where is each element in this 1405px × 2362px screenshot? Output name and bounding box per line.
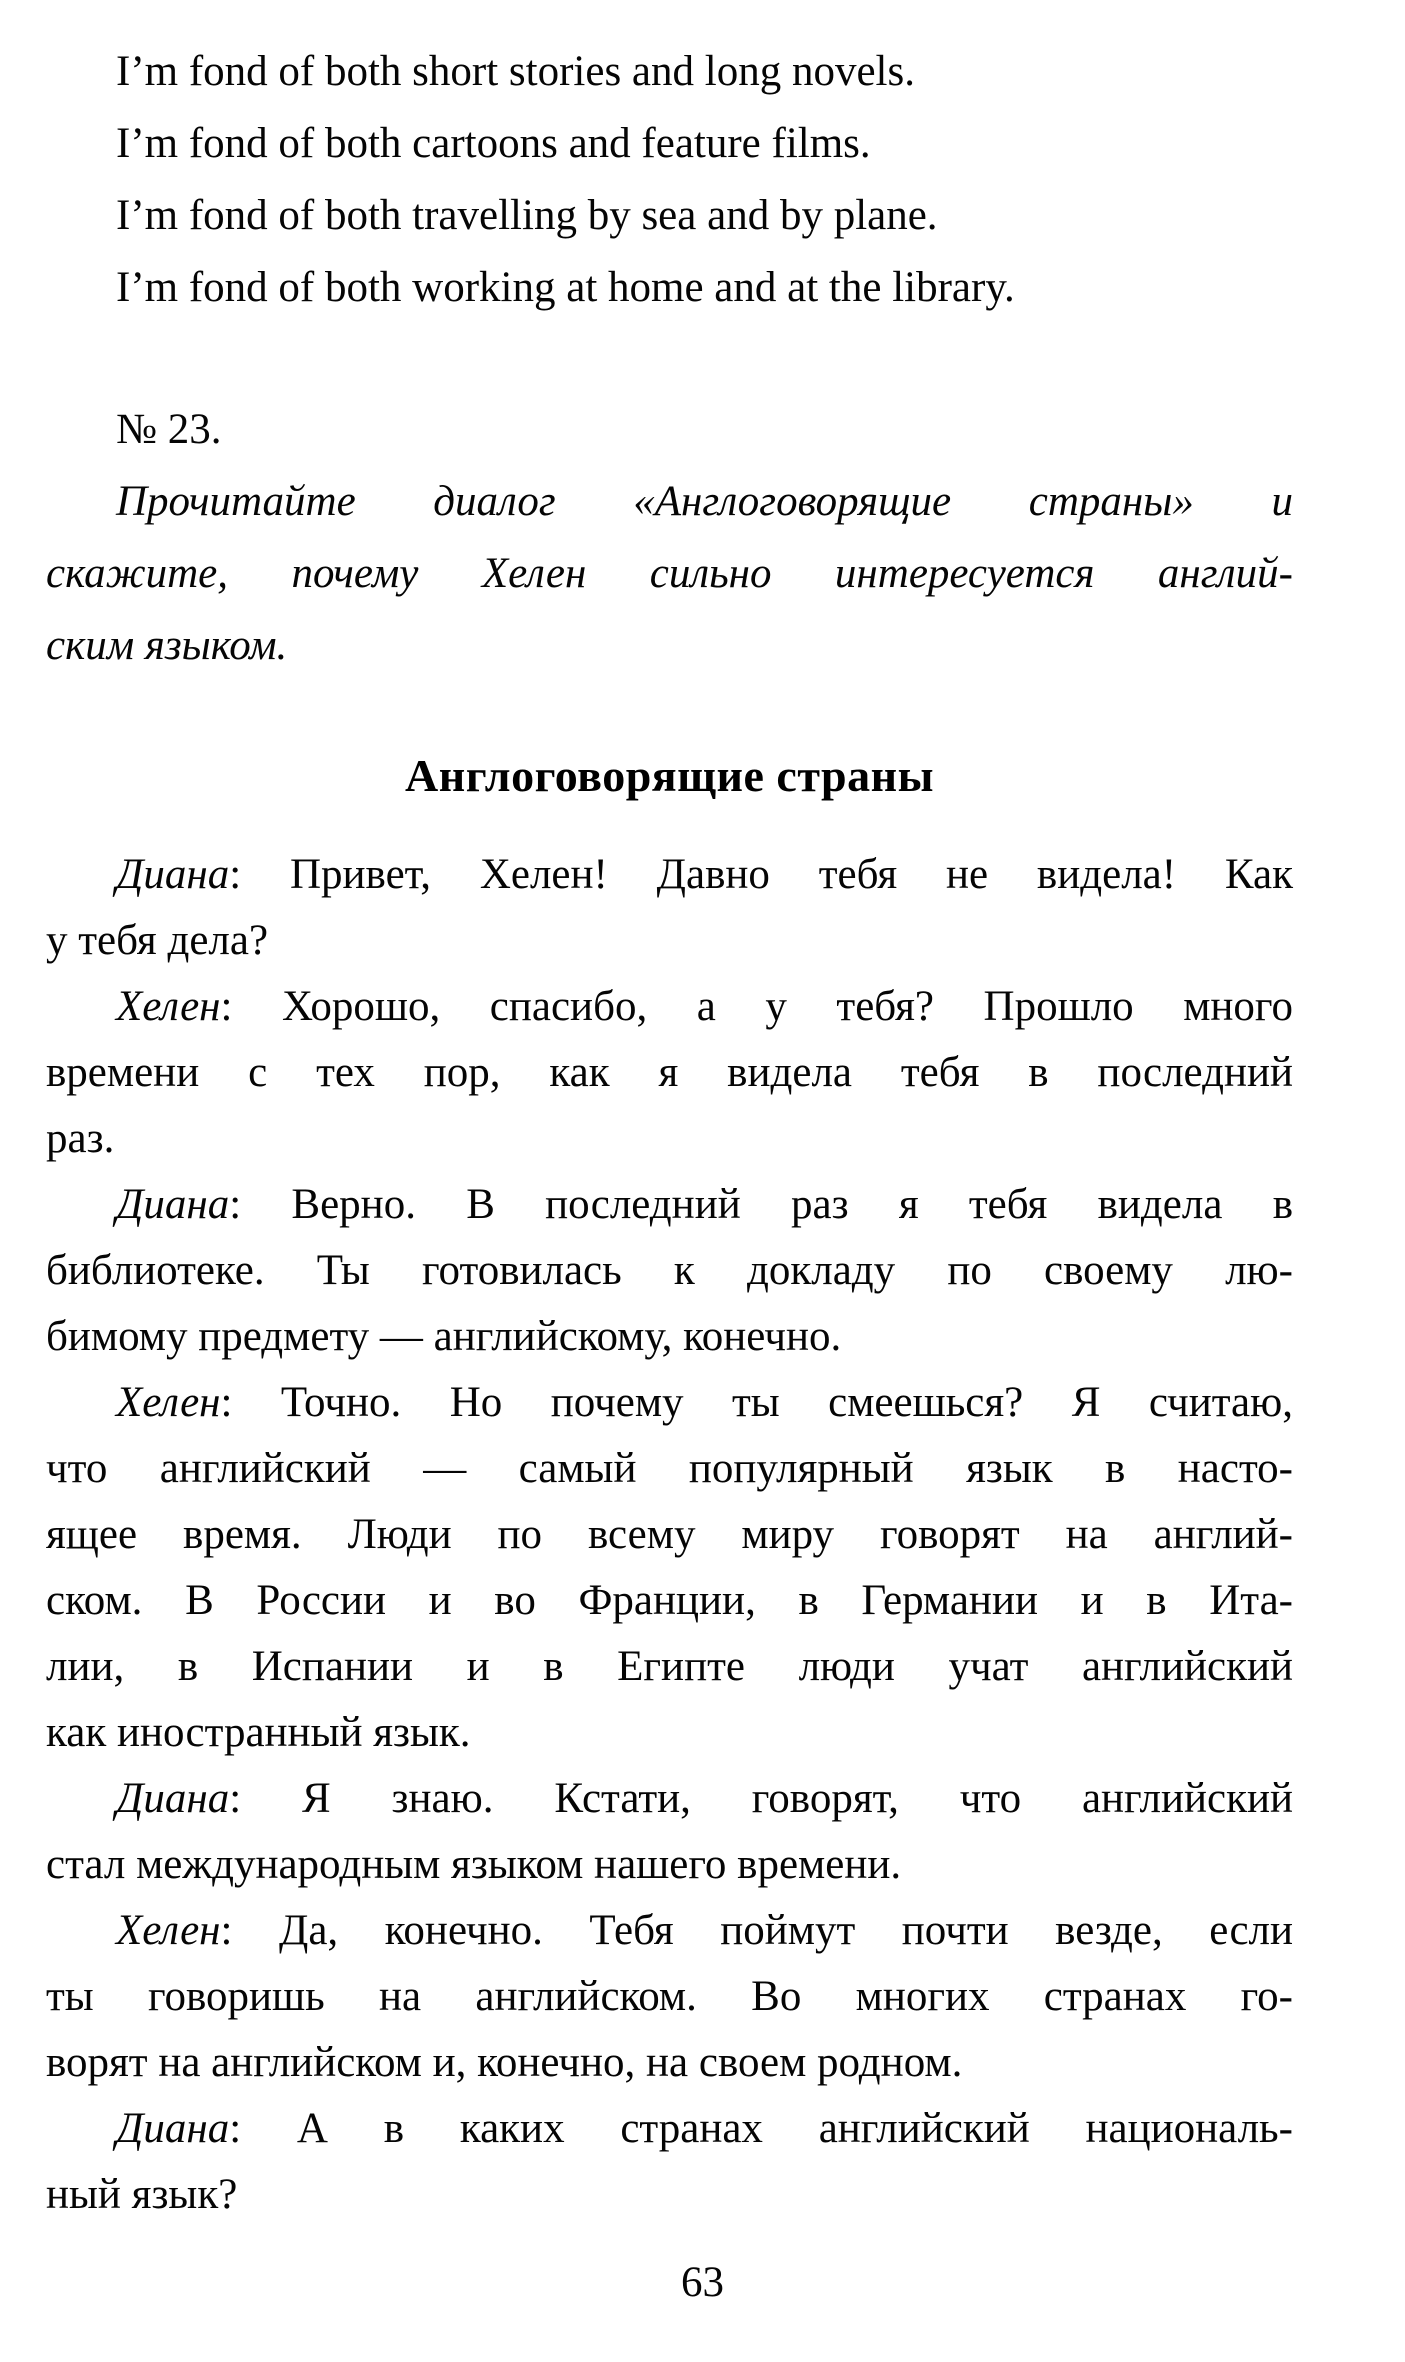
task-instruction xyxy=(46,466,1293,682)
dialogue-text: : Я знаю. Кстати, говорят, что английский xyxy=(229,1775,1293,1822)
dialogue-text: : Верно. В последний раз я тебя видела в xyxy=(229,1181,1293,1228)
speaker-name: Диана xyxy=(116,851,230,898)
dialogue-line: ском. В России и во Франции, в Германии и в Ита- xyxy=(46,1577,1293,1624)
dialogue-paragraph xyxy=(46,1766,1293,1898)
answer-line: I’m fond of both cartoons and feature films. xyxy=(116,120,871,167)
speaker-name: Хелен xyxy=(116,983,221,1030)
dialogue-line xyxy=(46,2096,1293,2162)
speaker-name: Диана xyxy=(116,1181,230,1228)
task-instruction-line: ским языком. xyxy=(46,622,288,669)
page-number: 63 xyxy=(681,2259,724,2306)
dialogue-line: ящее время. Люди по всему миру говорят на англий- xyxy=(46,1511,1293,1558)
exercise-number: № 23. xyxy=(116,406,222,453)
dialogue-paragraph xyxy=(46,1898,1293,2096)
answer-line: I’m fond of both travelling by sea and by plane. xyxy=(116,192,938,239)
dialogue-paragraph xyxy=(46,2096,1293,2228)
dialogue xyxy=(46,842,1293,2228)
answer-line: I’m fond of both working at home and at the library. xyxy=(116,264,1015,311)
dialogue-line: как иностранный язык. xyxy=(46,1709,471,1756)
dialogue-line xyxy=(46,1172,1293,1238)
dialogue-line: ный язык? xyxy=(46,2171,238,2218)
dialogue-line: лии, в Испании и в Египте люди учат английский xyxy=(46,1643,1293,1690)
dialogue-line xyxy=(46,974,1293,1040)
answer-line: I’m fond of both short stories and long novels. xyxy=(116,48,915,95)
dialogue-line: стал международным языком нашего времени. xyxy=(46,1841,902,1888)
dialogue-paragraph xyxy=(46,1172,1293,1370)
page-content xyxy=(46,36,1293,2228)
dialogue-line: бимому предмету — английскому, конечно. xyxy=(46,1313,842,1360)
dialogue-text: : Да, конечно. Тебя поймут почти везде, если xyxy=(220,1907,1293,1954)
dialogue-line: ты говоришь на английском. Во многих странах го- xyxy=(46,1973,1293,2020)
task-instruction-line: Прочитайте диалог «Англоговорящие страны» и xyxy=(116,478,1293,525)
speaker-name: Хелен xyxy=(116,1907,221,1954)
dialogue-paragraph xyxy=(46,842,1293,974)
dialogue-line xyxy=(46,1898,1293,1964)
speaker-name: Диана xyxy=(116,1775,230,1822)
dialog-title: Англоговорящие страны xyxy=(404,750,934,801)
dialogue-line: ворят на английском и, конечно, на своем родном. xyxy=(46,2039,963,2086)
dialogue-text: : А в каких странах английский националь- xyxy=(229,2105,1293,2152)
exercise-22-answers xyxy=(46,36,1293,324)
dialogue-line: библиотеке. Ты готовилась к докладу по своему лю- xyxy=(46,1247,1293,1294)
task-instruction-line: скажите, почему Хелен сильно интересуется англий- xyxy=(46,550,1293,597)
dialogue-line: что английский — самый популярный язык в насто- xyxy=(46,1445,1293,1492)
speaker-name: Диана xyxy=(116,2105,230,2152)
dialogue-text: : Хорошо, спасибо, а у тебя? Прошло много xyxy=(220,983,1293,1030)
dialogue-line: раз. xyxy=(46,1115,115,1162)
dialogue-line xyxy=(46,842,1293,908)
speaker-name: Хелен xyxy=(116,1379,221,1426)
dialogue-line xyxy=(46,1766,1293,1832)
dialogue-text: : Точно. Но почему ты смеешься? Я считаю, xyxy=(220,1379,1293,1426)
dialogue-paragraph xyxy=(46,974,1293,1172)
dialogue-line xyxy=(46,1370,1293,1436)
dialogue-paragraph xyxy=(46,1370,1293,1766)
dialogue-line: времени с тех пор, как я видела тебя в последний xyxy=(46,1049,1293,1096)
dialogue-line: у тебя дела? xyxy=(46,917,269,964)
dialogue-text: : Привет, Хелен! Давно тебя не видела! Как xyxy=(229,851,1293,898)
